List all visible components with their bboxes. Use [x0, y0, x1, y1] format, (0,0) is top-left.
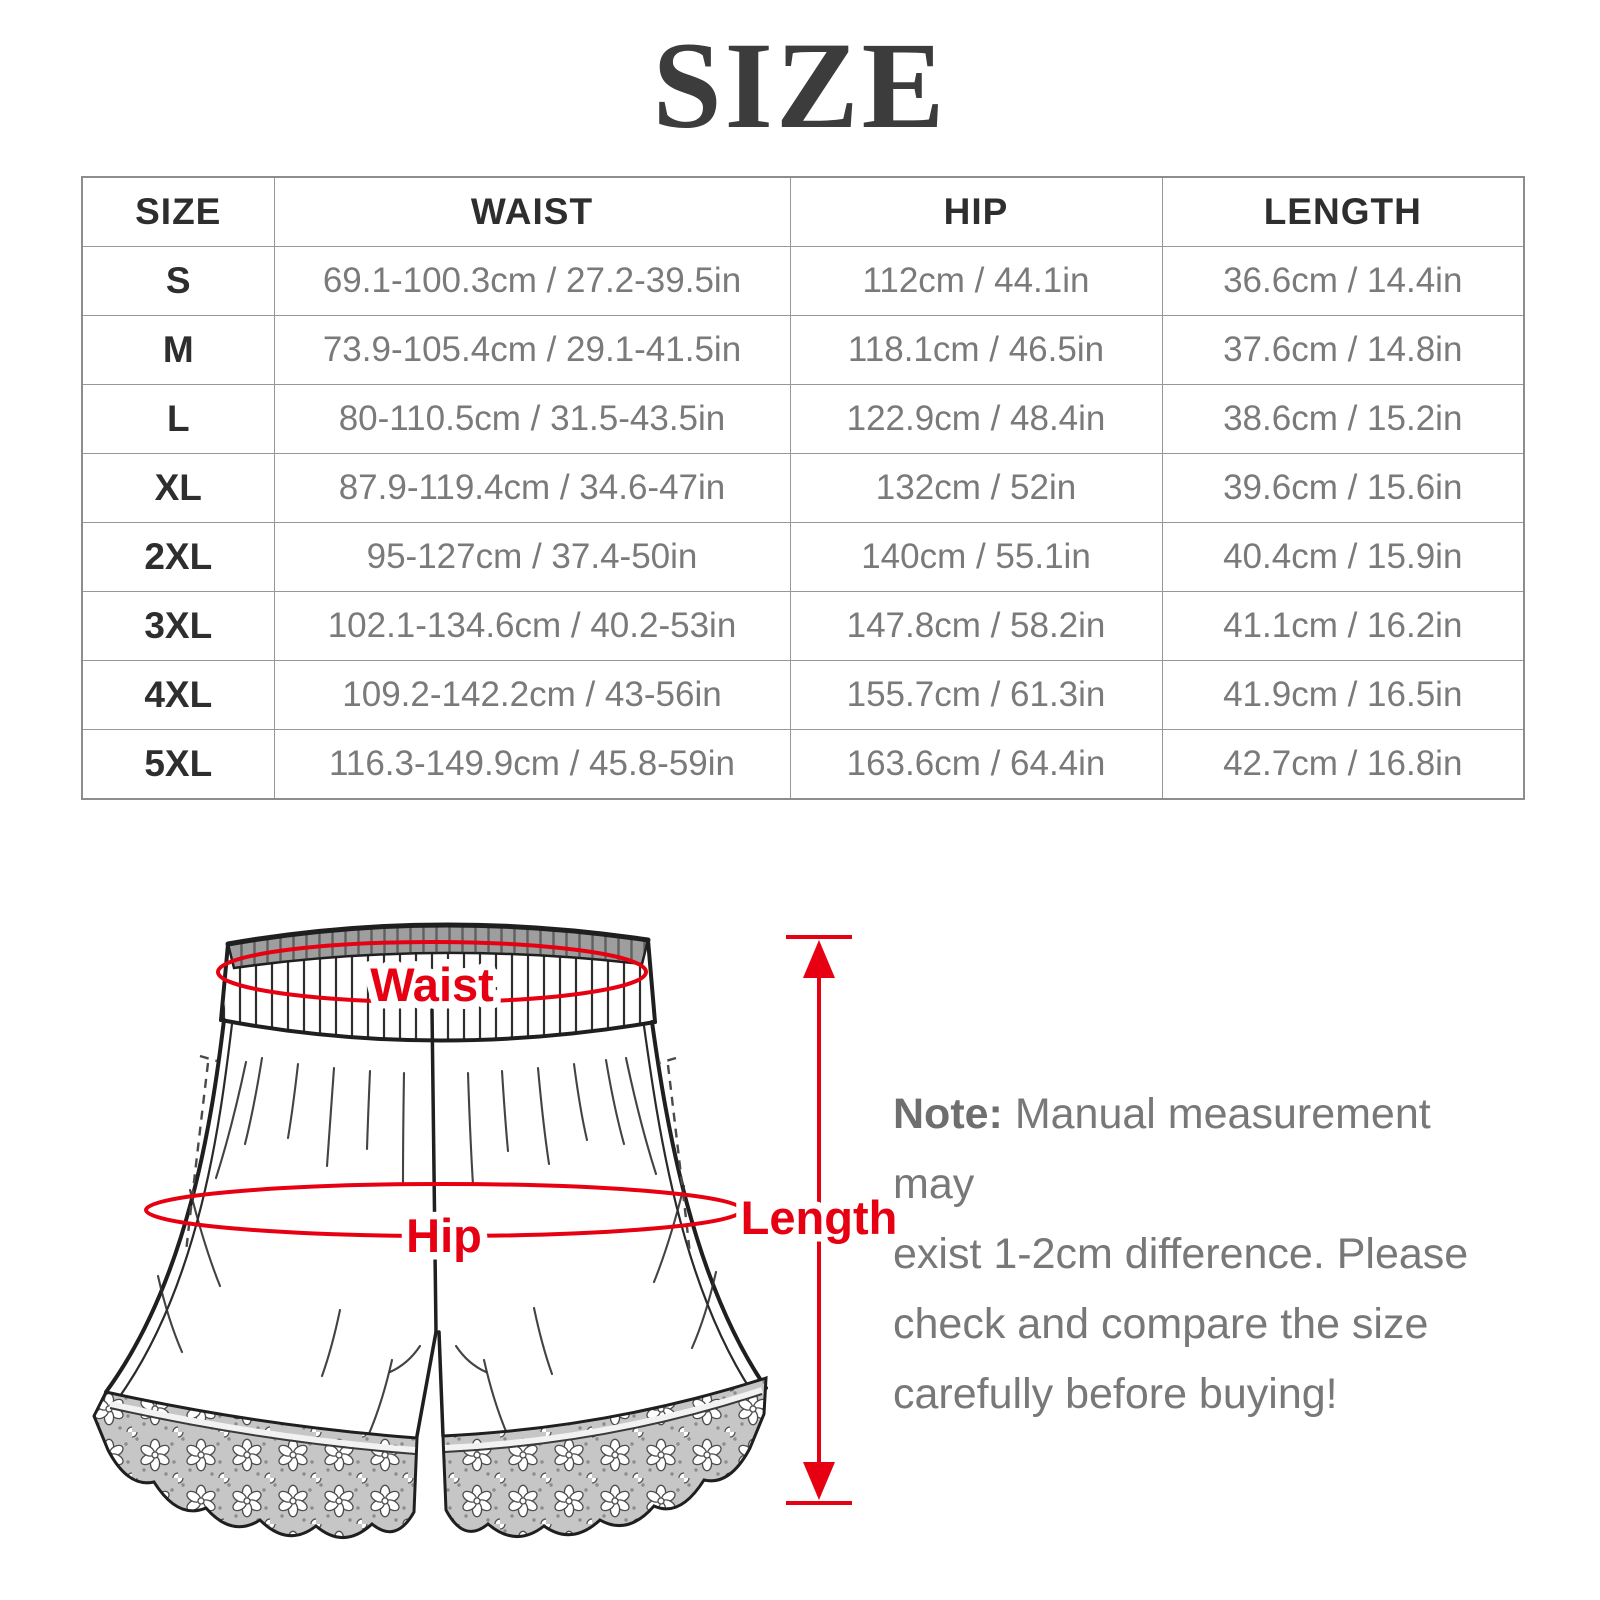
length-cell: 37.6cm / 14.8in	[1162, 316, 1524, 385]
column-header-waist: WAIST	[274, 177, 790, 247]
note-line: Manual measurement may	[893, 1090, 1431, 1208]
size-chart-table	[81, 176, 1525, 800]
hip-cell: 163.6cm / 64.4in	[790, 730, 1162, 800]
page-title: SIZE	[652, 17, 948, 154]
size-cell: 4XL	[82, 661, 274, 730]
waist-cell: 116.3-149.9cm / 45.8-59in	[274, 730, 790, 800]
waist-cell: 87.9-119.4cm / 34.6-47in	[274, 454, 790, 523]
table-row	[82, 661, 1524, 730]
length-label: Length	[740, 1191, 898, 1244]
table-header-row	[82, 177, 1524, 247]
column-header-length: LENGTH	[1162, 177, 1524, 247]
hip-label: Hip	[406, 1209, 482, 1262]
size-cell: XL	[82, 454, 274, 523]
waist-label: Waist	[370, 958, 494, 1011]
table-row	[82, 592, 1524, 661]
note-line: exist 1-2cm difference. Please	[893, 1230, 1469, 1278]
pocket-stitch-right	[659, 1058, 676, 1063]
length-cell: 36.6cm / 14.4in	[1162, 247, 1524, 316]
waist-cell: 80-110.5cm / 31.5-43.5in	[274, 385, 790, 454]
size-cell: L	[82, 385, 274, 454]
table-row	[82, 523, 1524, 592]
table-row	[82, 316, 1524, 385]
waist-cell: 102.1-134.6cm / 40.2-53in	[274, 592, 790, 661]
waist-cell: 73.9-105.4cm / 29.1-41.5in	[274, 316, 790, 385]
table-row	[82, 247, 1524, 316]
note-label: Note:	[893, 1090, 1003, 1138]
hip-cell: 155.7cm / 61.3in	[790, 661, 1162, 730]
size-cell: S	[82, 247, 274, 316]
waist-cell: 95-127cm / 37.4-50in	[274, 523, 790, 592]
length-cell: 38.6cm / 15.2in	[1162, 385, 1524, 454]
size-cell: 3XL	[82, 592, 274, 661]
length-cell: 41.1cm / 16.2in	[1162, 592, 1524, 661]
shorts-measurement-diagram	[40, 880, 960, 1570]
length-cell: 41.9cm / 16.5in	[1162, 661, 1524, 730]
length-cell: 39.6cm / 15.6in	[1162, 454, 1524, 523]
lace-trim	[94, 1378, 766, 1538]
note-line: check and compare the size	[893, 1300, 1429, 1348]
length-cell: 42.7cm / 16.8in	[1162, 730, 1524, 800]
hip-cell: 147.8cm / 58.2in	[790, 592, 1162, 661]
size-cell: 2XL	[82, 523, 274, 592]
table-row	[82, 385, 1524, 454]
hip-cell: 122.9cm / 48.4in	[790, 385, 1162, 454]
table-row	[82, 730, 1524, 800]
table-row	[82, 454, 1524, 523]
size-cell: M	[82, 316, 274, 385]
waist-cell: 69.1-100.3cm / 27.2-39.5in	[274, 247, 790, 316]
size-cell: 5XL	[82, 730, 274, 800]
hip-cell: 112cm / 44.1in	[790, 247, 1162, 316]
hip-cell: 118.1cm / 46.5in	[790, 316, 1162, 385]
pocket-stitch-left	[200, 1056, 217, 1061]
hip-cell: 132cm / 52in	[790, 454, 1162, 523]
length-cell: 40.4cm / 15.9in	[1162, 523, 1524, 592]
column-header-size: SIZE	[82, 177, 274, 247]
waist-cell: 109.2-142.2cm / 43-56in	[274, 661, 790, 730]
note-line: carefully before buying!	[893, 1370, 1338, 1418]
measurement-note	[893, 1079, 1493, 1429]
hip-cell: 140cm / 55.1in	[790, 523, 1162, 592]
column-header-hip: HIP	[790, 177, 1162, 247]
